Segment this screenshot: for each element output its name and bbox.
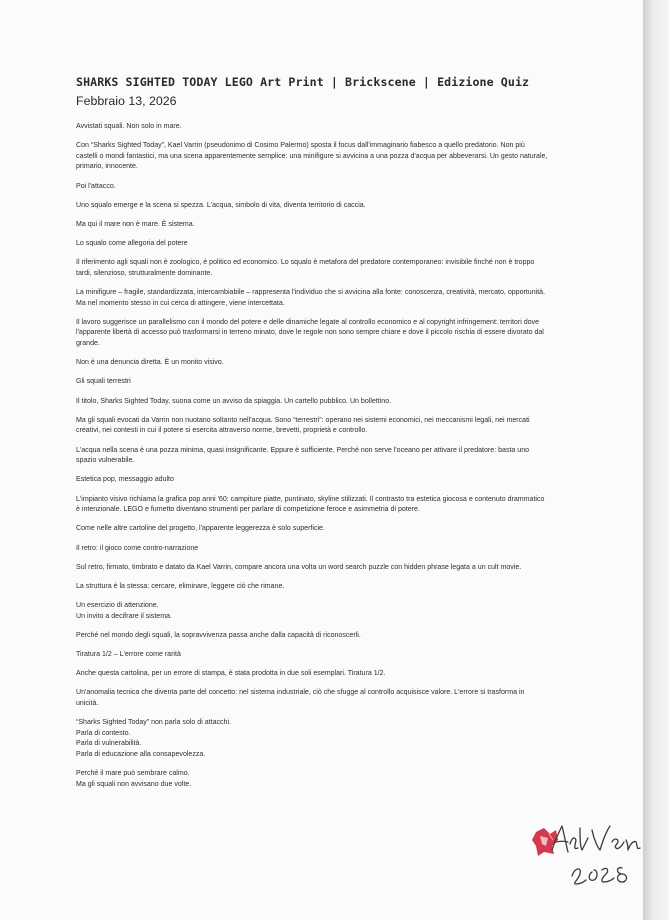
attention-line: Un invito a decifrare il sistema. xyxy=(76,612,172,620)
paragraph: Perché nel mondo degli squali, la sopravvivenza passa anche dalla capacità di riconoscerli. xyxy=(76,631,361,639)
final-line: Perché il mare può sembrare calmo. xyxy=(76,770,190,778)
paragraph: Il lavoro suggerisce un parallelismo con il mondo del potere e delle dinamiche legate al controllo economico e al copyright infringement: territori dove l'apparente libertà di accesso può trasformarsi in terreno minato, dove le regole non sono sempre chiare e dove il piccolo rischia di essere divorato dal grande. xyxy=(76,318,544,348)
document-title: SHARKS SIGHTED TODAY LEGO Art Print | Brickscene | Edizione Quiz xyxy=(76,75,530,89)
closing-line: “Sharks Sighted Today” non parla solo di attacchi. xyxy=(76,719,231,727)
section-heading: Tiratura 1/2 – L'errore come rarità xyxy=(76,651,181,659)
section-heading: Il retro: il gioco come contro-narrazione xyxy=(76,544,199,552)
paragraph: Uno squalo emerge e la scena si spezza. L'acqua, simbolo di vita, diventa territorio di caccia. xyxy=(76,201,366,209)
closing-line: Parla di vulnerabilità. xyxy=(76,740,142,748)
section-heading: Estetica pop, messaggio adulto xyxy=(76,476,174,484)
paragraph: Il riferimento agli squali non è zoologico, è politico ed economico. Lo squalo è metafora del predatore contemporaneo: invisibile finché non è troppo tardi, silenzioso, strutturalmente dominante. xyxy=(76,259,535,277)
closing-line: Parla di educazione alla consapevolezza. xyxy=(76,751,206,758)
paragraph: Con “Sharks Sighted Today”, Kael Varrin (pseudonimo di Cosimo Palermo) sposta il focus dall'immaginario fiabesco a quello predatorio. Non più castelli o mondi fantastici, ma una scena apparentemente semplice: una minifigure si avvicina a una pozza d'acqua per abbeverarsi. Un gesto naturale, primario, innocente. xyxy=(76,142,548,171)
paragraph: Come nelle altre cartoline del progetto, l'apparente leggerezza è solo superficie. xyxy=(76,525,325,533)
section-heading: Lo squalo come allegoria del potere xyxy=(76,240,188,248)
paragraph: L'acqua nella scena è una pozza minima, quasi insignificante. Eppure è sufficiente. Perché non serve l'oceano per attivare il predatore: basta uno spazio vulnerabile. xyxy=(76,446,530,465)
paragraph: Ma gli squali evocati da Varrin non nuotano soltanto nell'acqua. Sono “terrestri”: operano nei sistemi economici, nei meccanismi legali, nei mercati creativi, nei contesti in cui il potere si esercita attraverso norme, brevetti, proprietà e controllo. xyxy=(76,416,530,435)
handwritten-signature xyxy=(530,820,643,900)
paragraph: Avvistati squali. Non solo in mare. xyxy=(76,123,182,130)
final-line: Ma gli squali non avvisano due volte. xyxy=(76,780,192,788)
document-content xyxy=(76,72,548,790)
paragraph: L'impianto visivo richiama la grafica pop anni '60: campiture piatte, puntinato, skyline stilizzati. Il contrasto tra estetica giocosa e contenuto drammatico è intenzionale. LEGO e fumetto diventano strumenti per parlare di competizione feroce e asimmetria di potere. xyxy=(76,495,545,514)
document-body xyxy=(76,122,548,790)
paragraph: Il titolo, Sharks Sighted Today, suona come un avviso da spiaggia. Un cartello pubblico. Un bollettino. xyxy=(76,397,392,405)
section-heading: Gli squali terrestri xyxy=(76,378,131,386)
document-date: Febbraio 13, 2026 xyxy=(76,94,177,108)
red-stamp-icon xyxy=(532,828,558,856)
paragraph: Anche questa cartolina, per un errore di stampa, è stata prodotta in due soli esemplari. Tiratura 1/2. xyxy=(76,670,386,678)
paragraph: Poi l'attacco. xyxy=(76,182,116,190)
paragraph: La minifigure – fragile, standardizzata, intercambiabile – rappresenta l'individuo che si avvicina alla fonte: conoscenza, creatività, mercato, opportunità. Ma nel momento stesso in cui cerca di attingere, viene intercettata. xyxy=(76,289,546,307)
paragraph: Un'anomalia tecnica che diventa parte del concetto: nel sistema industriale, ciò che sfugge al controllo acquisisce valore. L'errore si trasforma in unicità. xyxy=(76,689,525,708)
paragraph: La struttura è la stessa: cercare, eliminare, leggere ciò che rimane. xyxy=(76,582,285,590)
paragraph: Ma qui il mare non è mare. È sistema. xyxy=(76,220,195,228)
closing-line: Parla di contesto. xyxy=(76,729,131,737)
attention-line: Un esercizio di attenzione. xyxy=(76,602,159,610)
scan-edge-shadow xyxy=(643,0,669,920)
paragraph: Sul retro, firmato, timbrato e datato da Kael Varrin, compare ancora una volta un word search puzzle con hidden phrase legata a un cult movie. xyxy=(76,563,522,571)
paragraph: Non è una denuncia diretta. È un monito visivo. xyxy=(76,359,224,367)
